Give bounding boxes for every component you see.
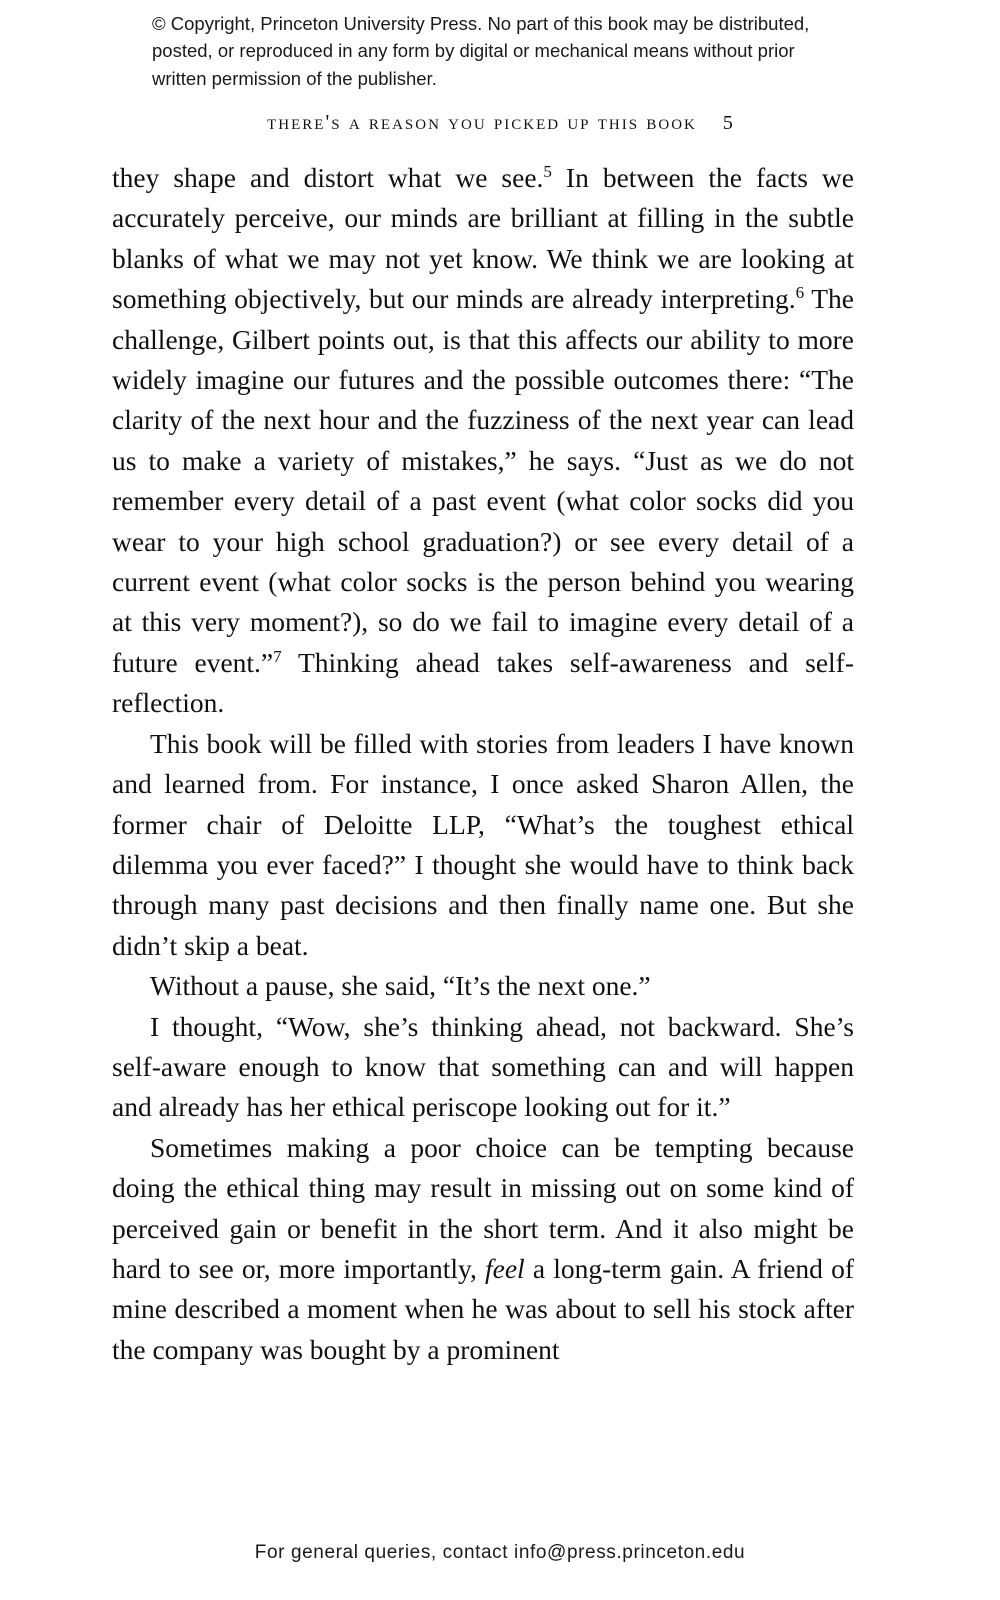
page-number: 5 — [722, 112, 733, 134]
body-text — [112, 158, 854, 1370]
copyright-notice: © Copyright, Princeton University Press. No part of this book may be distributed, posted, or reproduced in any form by digital or mechanical means without prior written permission of the publisher. — [152, 13, 810, 89]
running-head-title: there's a reason you picked up this book — [267, 110, 697, 134]
paragraph: This book will be filled with stories from leaders I have known and learned from. For instance, I once asked Sharon Allen, the former chair of Deloitte LLP, “What’s the toughest ethical dilemma you ever faced?” I thought she would have to think back through many past decisions and then finally name one. But she didn’t skip a beat. — [112, 727, 854, 961]
paragraph: Without a pause, she said, “It’s the next one.” — [150, 970, 651, 1002]
footer-queries-line: For general queries, contact info@press.princeton.edu — [254, 1542, 746, 1563]
paragraph: they shape and distort what we see.$^5$ In between the facts we accurately perceive, our minds are brilliant at filling in the subtle blanks of what we may not yet know. We think we are looking at something objectively, but our minds are already interpreting.$^6$ The challenge, Gilbert points out, is that this affects our ability to more widely imagine our futures and the possible outcomes there: “The clarity of the next hour and the fuzziness of the next year can lead us to make a variety of mistakes,” he says. “Just as we do not remember every detail of a past event (what color socks did you wear to your high school graduation?) or see every detail of a current event (what color socks is the person behind you wearing at this very moment?), so do we fail to imagine every detail of a future event.”$^7$ Thinking ahead takes self-awareness and self-reflection. — [112, 161, 854, 719]
paragraph: I thought, “Wow, she’s thinking ahead, not backward. She’s self-aware enough to know that something can and will happen and already has her ethical periscope looking out for it.” — [112, 1010, 854, 1123]
running-head — [0, 110, 1000, 135]
paragraph: Sometimes making a poor choice can be tempting because doing the ethical thing may result in missing out on some kind of perceived gain or benefit in the short term. And it also might be hard to see or, more importantly, feel a long-term gain. A friend of mine described a moment when he was about to sell his stock after the company was bought by a prominent — [112, 1131, 854, 1365]
